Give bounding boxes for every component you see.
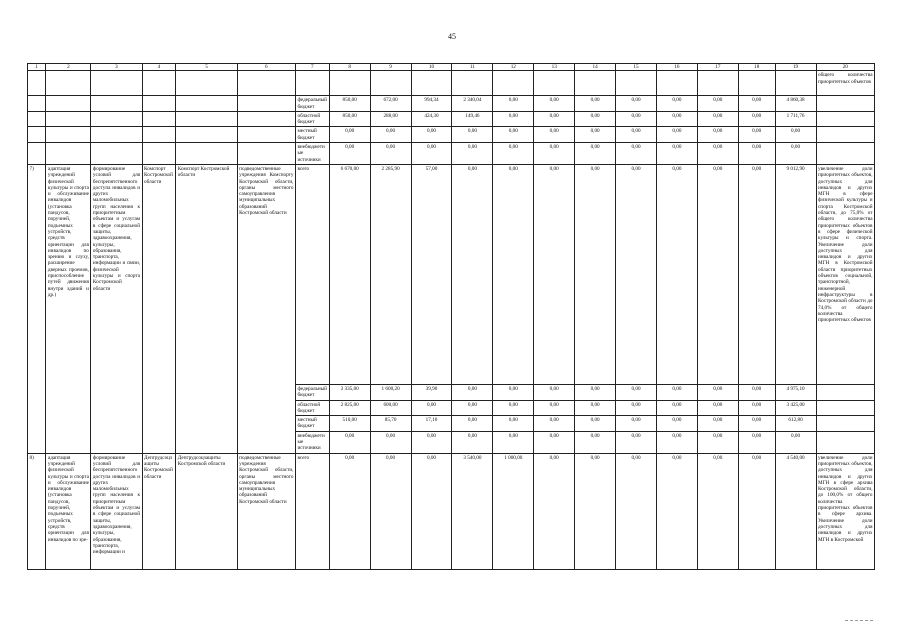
value-cell: 0,00: [656, 143, 697, 165]
table-row: [28, 96, 875, 112]
empty-cell: [816, 384, 875, 400]
value-cell: 0,00: [656, 96, 697, 112]
page-number: 45: [448, 32, 456, 41]
value-cell: 0,00: [452, 384, 493, 400]
value-cell: 672,00: [370, 96, 411, 112]
empty-cell: [616, 71, 657, 96]
value-cell: 0,00: [738, 127, 775, 143]
value-cell: 3 335,00: [329, 384, 370, 400]
column-header: 3: [91, 64, 142, 71]
value-cell: 0,00: [411, 143, 452, 165]
empty-cell: [452, 71, 493, 96]
value-cell: 0,00: [411, 127, 452, 143]
funding-source-cell: внебюджетные источники: [295, 431, 329, 453]
coexecutor-cell: Депгрудсоцзащиты Костромской области: [176, 453, 237, 569]
value-cell: 1 711,76: [775, 111, 816, 127]
result-cell: общего количества приоритетных объектов: [816, 71, 875, 96]
value-cell: 0,00: [493, 431, 534, 453]
empty-cell: [237, 71, 295, 96]
column-header: 10: [411, 64, 452, 71]
value-cell: 0,00: [575, 96, 616, 112]
value-cell: 0,00: [616, 127, 657, 143]
column-header: 4: [142, 64, 176, 71]
empty-cell: [237, 96, 295, 112]
value-cell: 2 285,90: [370, 164, 411, 384]
value-cell: 0,00: [775, 143, 816, 165]
value-cell: 0,00: [616, 431, 657, 453]
value-cell: 0,00: [656, 431, 697, 453]
value-cell: 0,00: [493, 127, 534, 143]
table-row: [28, 127, 875, 143]
empty-cell: [738, 71, 775, 96]
empty-cell: [816, 143, 875, 165]
value-cell: 0,00: [411, 400, 452, 416]
value-cell: 0,00: [370, 431, 411, 453]
empty-cell: [46, 143, 91, 165]
funding-source-cell: местный бюджет: [295, 127, 329, 143]
value-cell: 0,00: [534, 164, 575, 384]
value-cell: 0,00: [370, 453, 411, 569]
value-cell: 4 540,00: [775, 453, 816, 569]
value-cell: 0,00: [452, 127, 493, 143]
value-cell: 0,00: [329, 127, 370, 143]
value-cell: 0,00: [575, 453, 616, 569]
value-cell: 0,00: [452, 416, 493, 432]
empty-cell: [237, 111, 295, 127]
empty-cell: [142, 111, 176, 127]
empty-cell: [295, 71, 329, 96]
funding-source-cell: федеральный бюджет: [295, 384, 329, 400]
value-cell: 0,00: [329, 431, 370, 453]
budget-table: [27, 63, 875, 570]
column-header: 16: [656, 64, 697, 71]
empty-cell: [91, 111, 142, 127]
column-header: 14: [575, 64, 616, 71]
empty-cell: [329, 71, 370, 96]
value-cell: 0,00: [575, 384, 616, 400]
empty-cell: [534, 71, 575, 96]
empty-cell: [816, 127, 875, 143]
value-cell: 0,00: [697, 416, 738, 432]
value-cell: 0,00: [534, 384, 575, 400]
funding-source-cell: областной бюджет: [295, 400, 329, 416]
value-cell: 424,30: [411, 111, 452, 127]
value-cell: 0,00: [452, 143, 493, 165]
funding-source-cell: всего: [295, 453, 329, 569]
value-cell: 0,00: [411, 431, 452, 453]
value-cell: 288,00: [370, 111, 411, 127]
value-cell: 3 425,00: [775, 400, 816, 416]
value-cell: 0,00: [656, 400, 697, 416]
table-row: [28, 164, 875, 384]
column-header: 17: [697, 64, 738, 71]
empty-cell: [697, 71, 738, 96]
value-cell: 0,00: [616, 143, 657, 165]
executor-cell: Депгрудсоцзащиты Костромской области: [142, 453, 176, 569]
funding-source-cell: областной бюджет: [295, 111, 329, 127]
purpose-cell: формирование условий для беспрепятственного доступа инвалидов и других маломобильных групп населения к приоритетным объектам и услугам в сфере социальной защиты, здравоохранения, культуры, образования, транспорта, информации и: [91, 453, 142, 569]
value-cell: 0,00: [738, 400, 775, 416]
value-cell: 850,00: [329, 111, 370, 127]
column-header: 2: [46, 64, 91, 71]
value-cell: 0,00: [575, 164, 616, 384]
value-cell: 2 340,04: [452, 96, 493, 112]
table-row: [28, 143, 875, 165]
value-cell: 0,00: [738, 111, 775, 127]
column-header: 20: [816, 64, 875, 71]
value-cell: 0,00: [370, 143, 411, 165]
empty-cell: [370, 71, 411, 96]
value-cell: 57,00: [411, 164, 452, 384]
value-cell: 0,00: [493, 164, 534, 384]
funding-source-cell: внебюджетные источники: [295, 143, 329, 165]
value-cell: 0,00: [493, 416, 534, 432]
value-cell: 9 012,90: [775, 164, 816, 384]
value-cell: 39,90: [411, 384, 452, 400]
empty-cell: [237, 143, 295, 165]
value-cell: 0,00: [656, 127, 697, 143]
empty-cell: [142, 71, 176, 96]
empty-cell: [46, 127, 91, 143]
value-cell: 0,00: [616, 96, 657, 112]
value-cell: 0,00: [697, 143, 738, 165]
value-cell: 0,00: [697, 400, 738, 416]
value-cell: 4 860,38: [775, 96, 816, 112]
result-cell: увеличение доли приоритетных объектов, доступных для инвалидов и других МГН в сфере архива Костромской области, до 100,0% от общего количества приоритетных объектов в сфере архива. Увеличение доли доступных для инвалидов и других МГН в Костромской: [816, 453, 875, 569]
result-cell: увеличение доли приоритетных объектов, доступных для инвалидов и других МГН в сфере физической культуры и спорта Костромской области, до 75,0% от общего количества приоритетных объектов в сфере физической культуры и спорта. Увеличение доли доступных для инвалидов и других МГН в Костромской области приоритетных объектов социальной, транспортной, инженерной инфраструктуры в Костромской области до 74,0% от общего количества приоритетных объектов: [816, 164, 875, 384]
value-cell: 510,00: [329, 416, 370, 432]
value-cell: 4 975,10: [775, 384, 816, 400]
value-cell: 85,70: [370, 416, 411, 432]
value-cell: 0,00: [775, 127, 816, 143]
empty-cell: [91, 71, 142, 96]
value-cell: 0,00: [452, 400, 493, 416]
value-cell: 0,00: [575, 416, 616, 432]
empty-cell: [46, 111, 91, 127]
value-cell: 0,00: [616, 111, 657, 127]
empty-cell: [176, 111, 237, 127]
value-cell: 0,00: [411, 453, 452, 569]
value-cell: 0,00: [534, 143, 575, 165]
empty-cell: [142, 96, 176, 112]
value-cell: 0,00: [738, 143, 775, 165]
value-cell: 0,00: [493, 384, 534, 400]
value-cell: 0,00: [697, 431, 738, 453]
empty-cell: [142, 127, 176, 143]
measure-name-cell: адаптация учреждений физической культуры и спорта и обслуживание инвалидов (установка пандусов, поручней, подъемных устройств, средств ориентации для инвалидов по зрению и слуху, расширение дверных проемов, приспособление путей движения внутри зданий и др.): [46, 164, 91, 453]
value-cell: 0,00: [534, 416, 575, 432]
item-number-cell: 7): [28, 164, 46, 453]
column-header: 13: [534, 64, 575, 71]
empty-cell: [176, 96, 237, 112]
value-cell: 0,00: [697, 164, 738, 384]
column-header: 5: [176, 64, 237, 71]
empty-cell: [493, 71, 534, 96]
empty-cell: [91, 143, 142, 165]
value-cell: 0,00: [575, 143, 616, 165]
column-header: 7: [295, 64, 329, 71]
value-cell: 0,00: [493, 111, 534, 127]
empty-cell: [816, 96, 875, 112]
table-body: [28, 64, 875, 570]
column-header: 15: [616, 64, 657, 71]
value-cell: 0,00: [697, 111, 738, 127]
value-cell: 6 670,00: [329, 164, 370, 384]
value-cell: 149,46: [452, 111, 493, 127]
value-cell: 0,00: [493, 143, 534, 165]
value-cell: 0,00: [534, 453, 575, 569]
empty-cell: [656, 71, 697, 96]
empty-cell: [142, 143, 176, 165]
empty-cell: [91, 127, 142, 143]
empty-cell: [816, 431, 875, 453]
value-cell: 0,00: [370, 127, 411, 143]
value-cell: 1 000,00: [493, 453, 534, 569]
value-cell: 0,00: [534, 400, 575, 416]
header-row: [28, 64, 875, 71]
value-cell: 0,00: [452, 164, 493, 384]
value-cell: 0,00: [575, 400, 616, 416]
funding-source-cell: федеральный бюджет: [295, 96, 329, 112]
value-cell: 0,00: [697, 127, 738, 143]
table-row: [28, 453, 875, 569]
value-cell: 600,00: [370, 400, 411, 416]
value-cell: 0,00: [656, 384, 697, 400]
value-cell: 612,80: [775, 416, 816, 432]
empty-cell: [176, 143, 237, 165]
value-cell: 0,00: [656, 111, 697, 127]
empty-cell: [28, 143, 46, 165]
value-cell: 0,00: [697, 384, 738, 400]
page-mark: [845, 620, 873, 622]
value-cell: 0,00: [534, 96, 575, 112]
empty-cell: [46, 96, 91, 112]
value-cell: 0,00: [452, 431, 493, 453]
empty-cell: [575, 71, 616, 96]
empty-cell: [816, 416, 875, 432]
column-header: 6: [237, 64, 295, 71]
participants-cell: подведомственные учреждения Комспорту Костромской области, органы местного самоуправления муниципальных образований Костромской области: [237, 164, 295, 453]
empty-cell: [176, 127, 237, 143]
empty-cell: [775, 71, 816, 96]
value-cell: 0,00: [329, 143, 370, 165]
empty-cell: [816, 400, 875, 416]
value-cell: 0,00: [738, 384, 775, 400]
value-cell: 0,00: [738, 164, 775, 384]
empty-cell: [28, 71, 46, 96]
value-cell: 0,00: [329, 453, 370, 569]
value-cell: 0,00: [575, 111, 616, 127]
executor-cell: Комспорт Костромской области: [142, 164, 176, 453]
column-header: 18: [738, 64, 775, 71]
empty-cell: [28, 96, 46, 112]
measure-name-cell: адаптация учреждений физической культуры и спорта и обслуживание инвалидов (установка пандусов, поручней, подъемных устройств, средств ориентации для инвалидов по зре-: [46, 453, 91, 569]
funding-source-cell: всего: [295, 164, 329, 384]
empty-cell: [46, 71, 91, 96]
empty-cell: [816, 111, 875, 127]
value-cell: 0,00: [534, 111, 575, 127]
column-header: 1: [28, 64, 46, 71]
empty-cell: [28, 127, 46, 143]
empty-cell: [176, 71, 237, 96]
value-cell: 0,00: [656, 453, 697, 569]
value-cell: 0,00: [656, 164, 697, 384]
value-cell: 0,00: [697, 453, 738, 569]
value-cell: 0,00: [575, 127, 616, 143]
value-cell: 0,00: [616, 400, 657, 416]
value-cell: 0,00: [656, 416, 697, 432]
empty-cell: [237, 127, 295, 143]
empty-cell: [411, 71, 452, 96]
column-header: 8: [329, 64, 370, 71]
value-cell: 1 600,20: [370, 384, 411, 400]
value-cell: 0,00: [738, 453, 775, 569]
participants-cell: подведомственные учреждения Костромской области, органы местного самоуправления муниципальных образований Костромской области: [237, 453, 295, 569]
value-cell: 0,00: [738, 96, 775, 112]
coexecutor-cell: Комспорт Костромской области: [176, 164, 237, 453]
value-cell: 2 825,00: [329, 400, 370, 416]
value-cell: 17,10: [411, 416, 452, 432]
funding-source-cell: местный бюджет: [295, 416, 329, 432]
item-number-cell: 8): [28, 453, 46, 569]
value-cell: 0,00: [493, 96, 534, 112]
table-row: [28, 71, 875, 96]
value-cell: 0,00: [697, 96, 738, 112]
empty-cell: [91, 96, 142, 112]
value-cell: 0,00: [534, 127, 575, 143]
value-cell: 0,00: [616, 453, 657, 569]
value-cell: 3 540,00: [452, 453, 493, 569]
value-cell: 0,00: [616, 164, 657, 384]
value-cell: 0,00: [493, 400, 534, 416]
column-header: 19: [775, 64, 816, 71]
value-cell: 0,00: [738, 431, 775, 453]
value-cell: 0,00: [616, 416, 657, 432]
purpose-cell: формирование условий для беспрепятственного доступа инвалидов и других маломобильных групп населения к приоритетным объектам и услугам в сфере социальной защиты, здравоохранения, культуры, образования, транспорта, информации и связи, физической культуры и спорта Костромской области: [91, 164, 142, 453]
column-header: 9: [370, 64, 411, 71]
value-cell: 0,00: [575, 431, 616, 453]
table-row: [28, 111, 875, 127]
value-cell: 0,00: [775, 431, 816, 453]
column-header: 11: [452, 64, 493, 71]
value-cell: 994,34: [411, 96, 452, 112]
value-cell: 0,00: [738, 416, 775, 432]
value-cell: 0,00: [616, 384, 657, 400]
empty-cell: [28, 111, 46, 127]
value-cell: 850,00: [329, 96, 370, 112]
column-header: 12: [493, 64, 534, 71]
value-cell: 0,00: [534, 431, 575, 453]
